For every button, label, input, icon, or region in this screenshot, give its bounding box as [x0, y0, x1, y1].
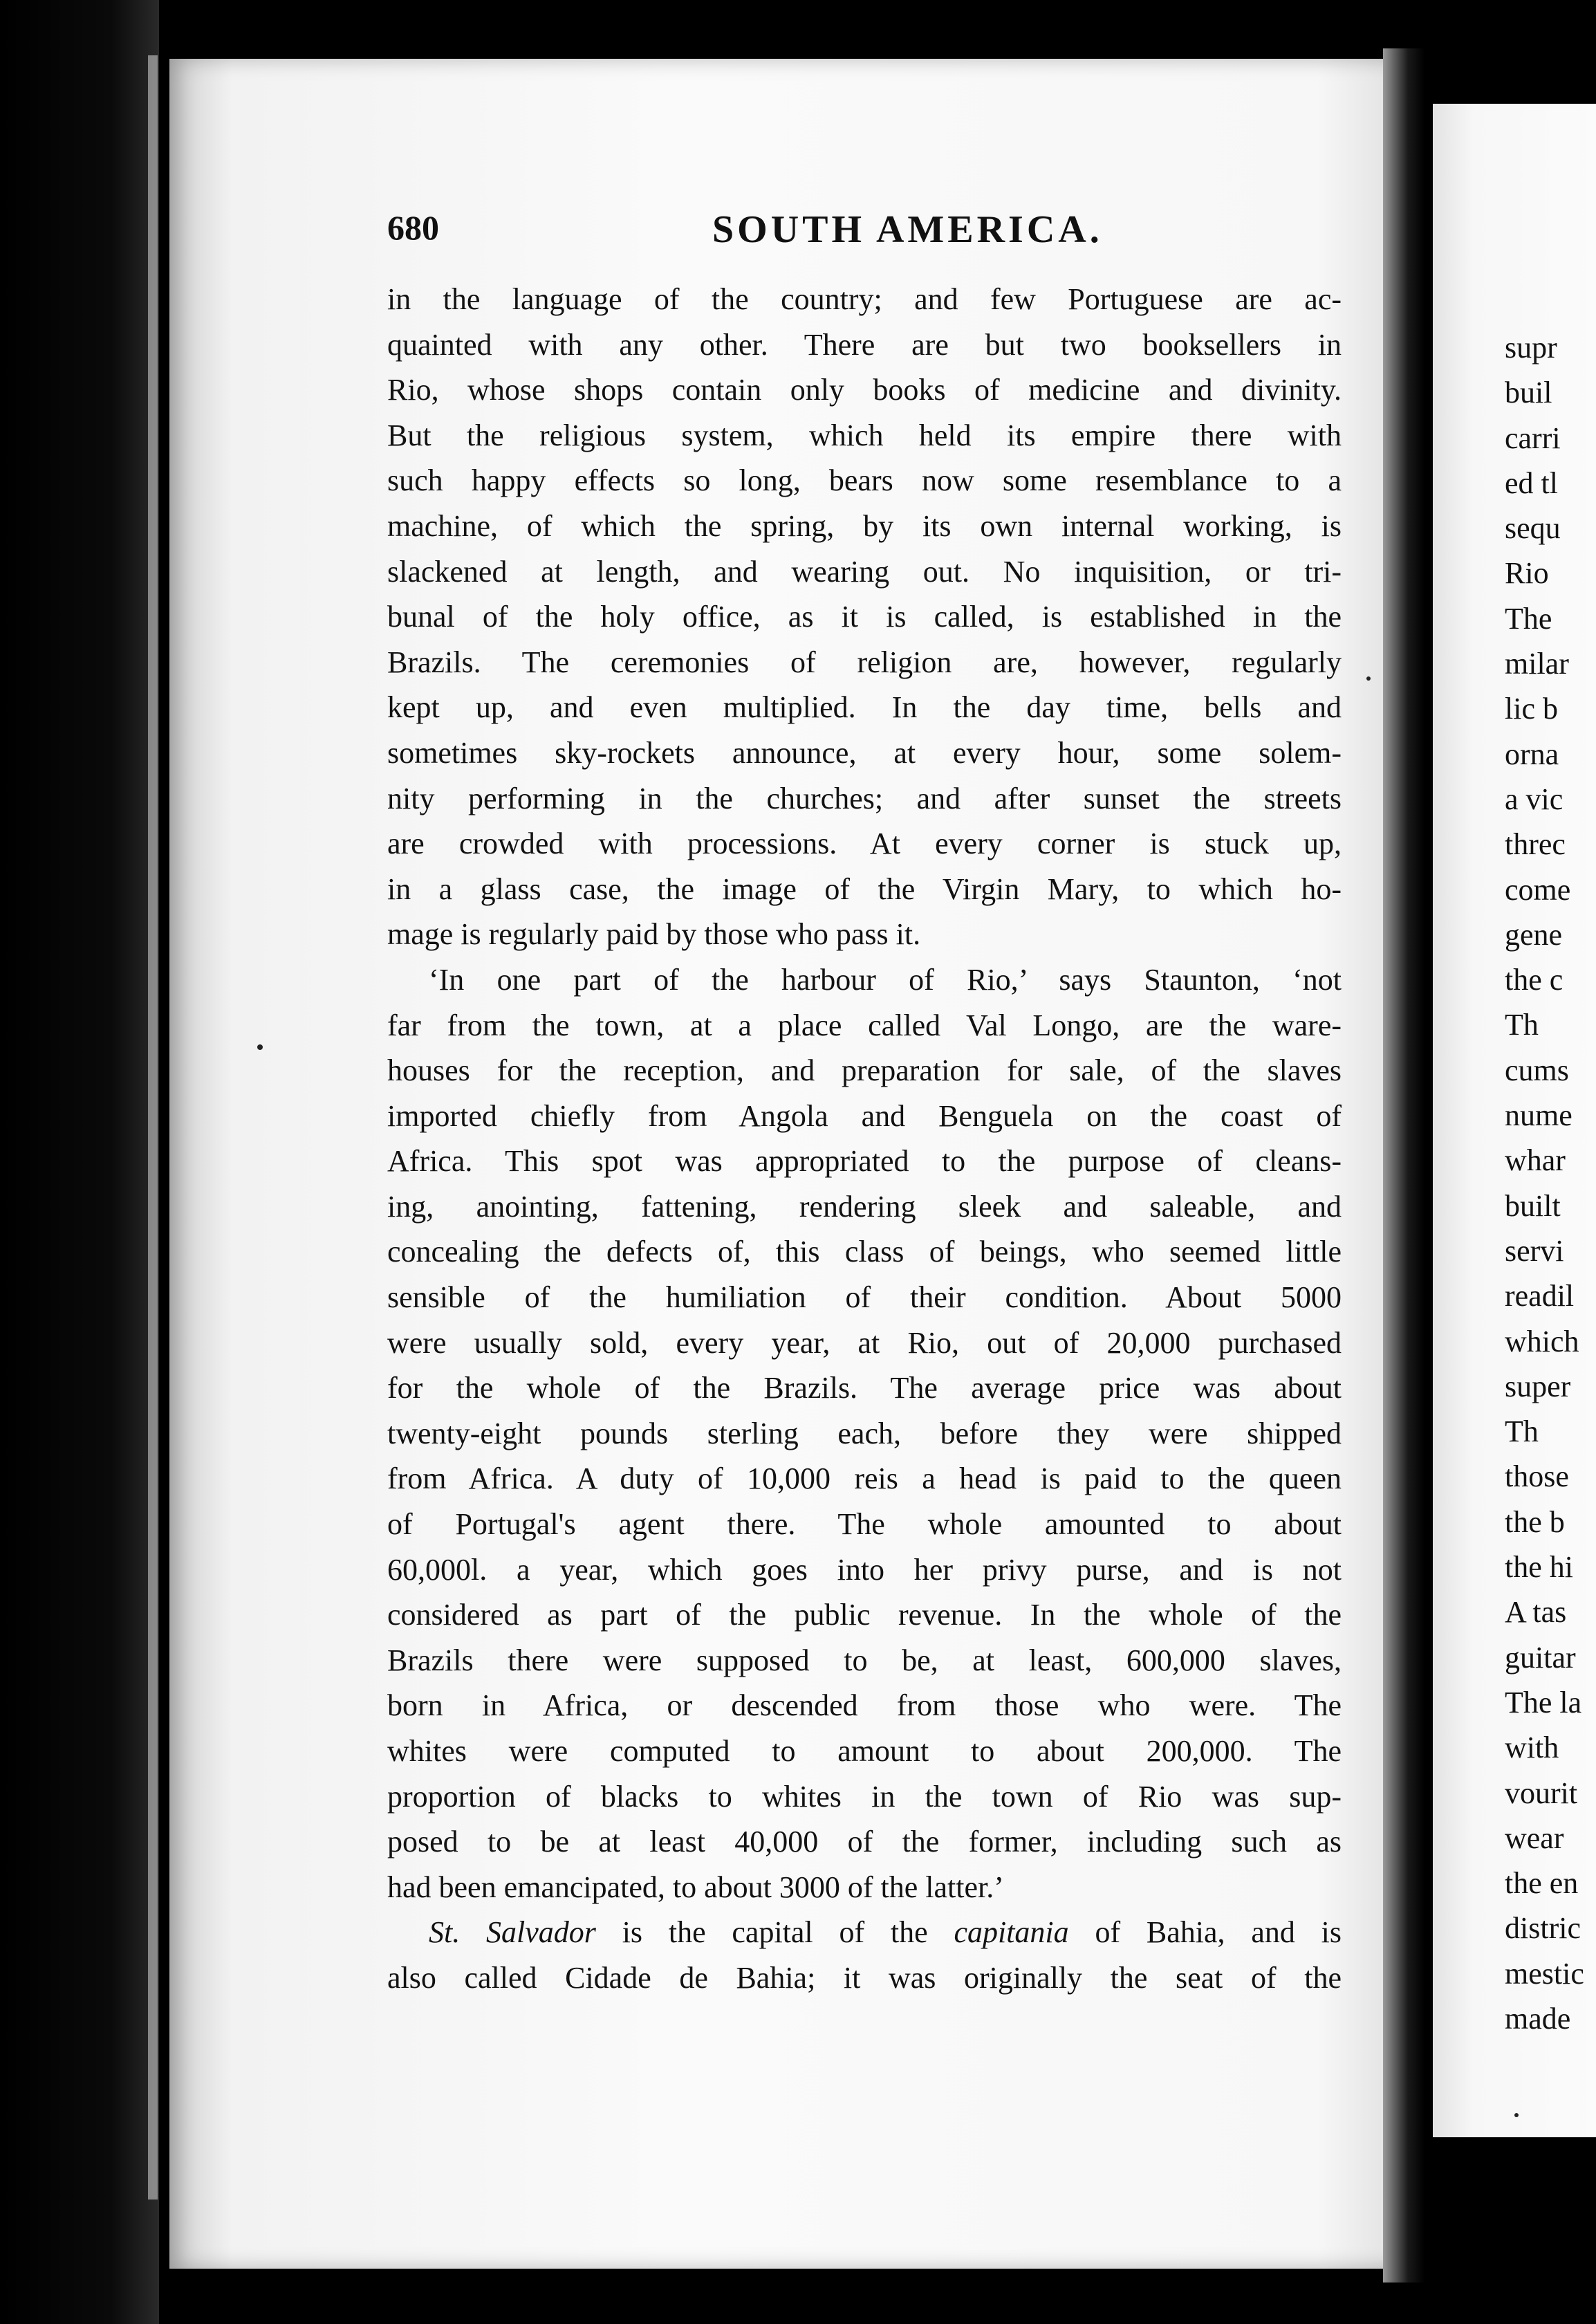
- text-line: proportion of blacks to whites in the town of Rio was sup-: [387, 1779, 1342, 1814]
- page-number: 680: [387, 208, 439, 247]
- text-line: But the religious system, which held its empire there with: [387, 418, 1342, 452]
- fragment: come: [1505, 872, 1571, 907]
- fragment: milar: [1505, 647, 1569, 681]
- fragment: Th: [1505, 1008, 1539, 1042]
- text-line: sometimes sky-rockets announce, at every hour, some solem-: [387, 735, 1342, 770]
- text-line: whites were computed to amount to about 200,000. The: [387, 1734, 1342, 1768]
- ink-speck: [1366, 676, 1371, 681]
- fragment: readil: [1505, 1279, 1575, 1313]
- text-line: were usually sold, every year, at Rio, out of 20,000 purchased: [387, 1325, 1342, 1360]
- text-line: born in Africa, or descended from those who were. The: [387, 1688, 1342, 1723]
- text-line: are crowded with processions. At every corner is stuck up,: [387, 827, 1342, 861]
- text-line: imported chiefly from Angola and Benguela on the coast of: [387, 1098, 1342, 1133]
- text-line: Brazils there were supposed to be, at least, 600,000 slaves,: [387, 1643, 1342, 1677]
- fragment: The la: [1505, 1685, 1582, 1719]
- text-line: posed to be at least 40,000 of the former, including such as: [387, 1825, 1342, 1859]
- text-line: ing, anointing, fattening, rendering sleek and saleable, and: [387, 1189, 1342, 1224]
- text-line: twenty-eight pounds sterling each, before they were shipped: [387, 1416, 1342, 1450]
- text-line: kept up, and even multiplied. In the day time, bells and: [387, 690, 1342, 725]
- fragment: super: [1505, 1369, 1571, 1403]
- text-line: Brazils. The ceremonies of religion are, however, regularly: [387, 645, 1342, 679]
- fragment: servi: [1505, 1233, 1564, 1268]
- fragment: carri: [1505, 421, 1561, 455]
- text-line: nity performing in the churches; and after sunset the streets: [387, 781, 1342, 815]
- text-line: had been emancipated, to about 3000 of the latter.’: [387, 1870, 1004, 1904]
- text-line: from Africa. A duty of 10,000 reis a head is paid to the queen: [387, 1461, 1342, 1496]
- fragment: which: [1505, 1324, 1579, 1358]
- fragment: mestic: [1505, 1956, 1584, 1991]
- book-edge: [0, 0, 159, 2324]
- paragraph-start-line: St. Salvador is the capital of the capitania of Bahia, and is: [429, 1915, 1342, 1950]
- text-line: machine, of which the spring, by its own internal working, is: [387, 508, 1342, 543]
- fragment: those: [1505, 1459, 1569, 1494]
- fragment: the b: [1505, 1504, 1565, 1539]
- text-line: of Portugal's agent there. The whole amounted to about: [387, 1507, 1342, 1542]
- text-line: quainted with any other. There are but two booksellers in: [387, 327, 1342, 362]
- fragment: lic b: [1505, 692, 1558, 726]
- text-line: 60,000l. a year, which goes into her privy purse, and is not: [387, 1552, 1342, 1587]
- fragment: cums: [1505, 1053, 1569, 1087]
- italic-term: capitania: [954, 1915, 1069, 1950]
- fragment: Rio: [1505, 556, 1549, 591]
- fragment: with: [1505, 1731, 1559, 1765]
- text-line: concealing the defects of, this class of beings, who seemed little: [387, 1235, 1342, 1269]
- place-name: St. Salvador: [429, 1915, 596, 1950]
- text-line: slackened at length, and wearing out. No inquisition, or tri-: [387, 554, 1342, 589]
- text-line: Africa. This spot was appropriated to the purpose of cleans-: [387, 1144, 1342, 1179]
- fragment: buil: [1505, 376, 1552, 410]
- text-line: mage is regularly paid by those who pass it.: [387, 917, 921, 952]
- text-line: Rio, whose shops contain only books of medicine and divinity.: [387, 373, 1342, 407]
- fragment: ed tl: [1505, 465, 1558, 500]
- fragment: threc: [1505, 827, 1566, 862]
- fragment: sequ: [1505, 511, 1561, 546]
- fragment: orna: [1505, 737, 1559, 771]
- fragment: A tas: [1505, 1595, 1567, 1630]
- fragment: a vic: [1505, 782, 1563, 816]
- fragment: made: [1505, 2001, 1571, 2036]
- text-line: sensible of the humiliation of their condition. About 5000: [387, 1280, 1342, 1315]
- spine-highlight: [148, 55, 158, 2200]
- text-line: bunal of the holy office, as it is called, is established in the: [387, 600, 1342, 634]
- fragment: gene: [1505, 917, 1563, 952]
- ink-speck: [1514, 2113, 1519, 2117]
- fragment: supr: [1505, 331, 1557, 365]
- ink-speck: [257, 1044, 263, 1050]
- text-line: ‘In one part of the harbour of Rio,’ says Staunton, ‘not: [429, 962, 1342, 997]
- fragment: nume: [1505, 1098, 1572, 1133]
- text-line: also called Cidade de Bahia; it was originally the seat of the: [387, 1960, 1342, 1995]
- fragment: the c: [1505, 963, 1563, 997]
- fragment: guitar: [1505, 1640, 1576, 1675]
- text-line: considered as part of the public revenue. In the whole of the: [387, 1598, 1342, 1632]
- text-line: far from the town, at a place called Val Longo, are the ware-: [387, 1008, 1342, 1042]
- fragment: wear: [1505, 1820, 1564, 1855]
- running-head: SOUTH AMERICA.: [712, 208, 1103, 251]
- fragment: distric: [1505, 1911, 1581, 1946]
- fragment: Th: [1505, 1414, 1539, 1449]
- text-line: such happy effects so long, bears now some resemblance to a: [387, 463, 1342, 498]
- fragment: The: [1505, 601, 1552, 636]
- fragment: whar: [1505, 1143, 1566, 1178]
- fragment: the hi: [1505, 1550, 1573, 1585]
- book-gutter: [1383, 48, 1425, 2282]
- fragment: built: [1505, 1188, 1561, 1223]
- text-line: in a glass case, the image of the Virgin Mary, to which ho-: [387, 872, 1342, 906]
- page-header: [387, 187, 1411, 249]
- fragment: vourit: [1505, 1776, 1578, 1810]
- facing-page-fragments: [1505, 325, 1596, 2041]
- text-line: houses for the reception, and preparation for sale, of the slaves: [387, 1053, 1342, 1088]
- body-text: [387, 277, 1342, 2001]
- text-line: for the whole of the Brazils. The average price was about: [387, 1371, 1342, 1405]
- fragment: the en: [1505, 1866, 1579, 1901]
- text-line: in the language of the country; and few Portuguese are ac-: [387, 282, 1342, 316]
